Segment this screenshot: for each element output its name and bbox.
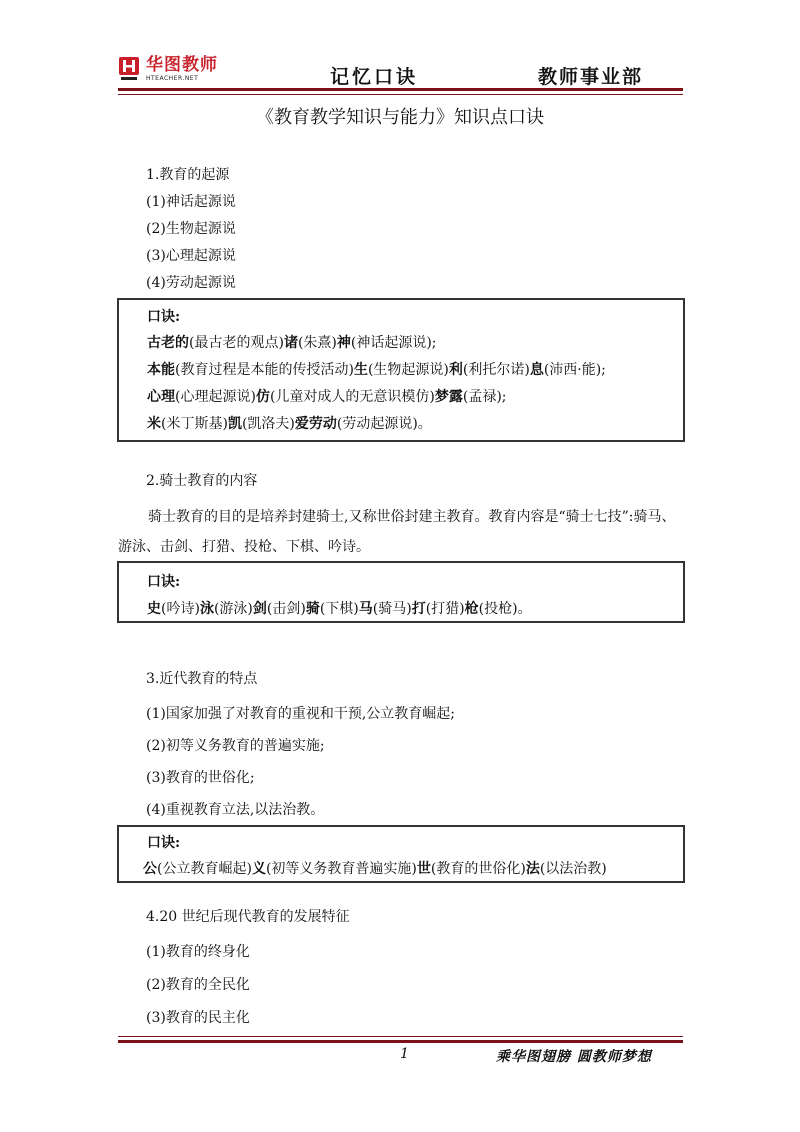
list-item: (2)生物起源说 bbox=[146, 221, 236, 237]
note: (心理起源说) bbox=[175, 389, 256, 405]
keyword: 息 bbox=[529, 362, 544, 378]
section-heading: 1.教育的起源 bbox=[146, 167, 230, 183]
keyword: 枪 bbox=[464, 601, 479, 617]
note: (教育过程是本能的传授活动) bbox=[175, 362, 354, 378]
mnemonic-row bbox=[147, 332, 437, 352]
note: (生物起源说) bbox=[367, 362, 449, 378]
logo-mark-icon bbox=[118, 56, 140, 82]
keyword: 剑 bbox=[252, 601, 267, 617]
keyword: 世 bbox=[416, 861, 431, 877]
note: (教育的世俗化) bbox=[430, 861, 526, 877]
mnemonic-row bbox=[147, 598, 532, 618]
note: (最古老的观点) bbox=[189, 335, 284, 351]
note: (劳动起源说)。 bbox=[336, 416, 432, 432]
note: (公立教育崛起) bbox=[157, 861, 252, 877]
list-item: (1)教育的终身化 bbox=[146, 944, 250, 960]
mnemonic-row bbox=[147, 386, 507, 406]
keyword: 义 bbox=[251, 861, 266, 877]
note: (朱熹) bbox=[297, 335, 337, 351]
page-number: 1 bbox=[400, 1046, 409, 1062]
keyword: 凯 bbox=[227, 416, 242, 432]
list-item: (3)教育的民主化 bbox=[146, 1010, 250, 1026]
section-heading: 3.近代教育的特点 bbox=[146, 671, 258, 687]
note: (凯洛夫) bbox=[241, 416, 295, 432]
keyword: 史 bbox=[147, 601, 161, 617]
footer-rule-thick bbox=[118, 1040, 683, 1043]
note: (沛西·能); bbox=[543, 362, 606, 378]
keyword: 米 bbox=[147, 416, 161, 432]
list-item: (1)神话起源说 bbox=[146, 194, 236, 210]
keyword: 梦露 bbox=[434, 389, 463, 405]
keyword: 古老的 bbox=[147, 335, 189, 351]
keyword: 泳 bbox=[199, 601, 214, 617]
keyword: 法 bbox=[525, 861, 540, 877]
list-item: (3)教育的世俗化; bbox=[146, 770, 255, 786]
note: (儿童对成人的无意识模仿) bbox=[269, 389, 435, 405]
note: (利托尔诺) bbox=[462, 362, 530, 378]
keyword: 打 bbox=[411, 601, 426, 617]
logo-domain: HTEACHER.NET bbox=[146, 74, 199, 82]
note: (骑马) bbox=[372, 601, 412, 617]
note: (神话起源说); bbox=[350, 335, 437, 351]
footer-slogan: 乘华图翅膀 圆教师梦想 bbox=[496, 1049, 652, 1065]
list-item: (2)教育的全民化 bbox=[146, 977, 250, 993]
document-title: 《教育教学知识与能力》知识点口诀 bbox=[256, 107, 544, 128]
keyword: 仿 bbox=[255, 389, 270, 405]
list-item: (2)初等义务教育的普遍实施; bbox=[146, 738, 325, 754]
note: (打猎) bbox=[425, 601, 465, 617]
header-rule-thin bbox=[118, 94, 683, 95]
mnemonic-label: 口诀: bbox=[147, 835, 181, 851]
note: (下棋) bbox=[319, 601, 359, 617]
mnemonic-label: 口诀: bbox=[147, 574, 181, 590]
note: (投枪)。 bbox=[478, 601, 532, 617]
mnemonic-row bbox=[143, 858, 607, 878]
mnemonic-row bbox=[147, 359, 606, 379]
keyword: 利 bbox=[448, 362, 463, 378]
list-item: (4)重视教育立法,以法治教。 bbox=[146, 802, 325, 818]
mnemonic-box bbox=[117, 561, 685, 623]
header-rule-thick bbox=[118, 88, 683, 91]
section-heading: 4.20 世纪后现代教育的发展特征 bbox=[146, 909, 350, 925]
list-item: (4)劳动起源说 bbox=[146, 275, 236, 291]
section-heading: 2.骑士教育的内容 bbox=[146, 473, 258, 489]
logo-name: 华图教师 bbox=[146, 54, 218, 75]
mnemonic-row bbox=[147, 413, 432, 433]
paragraph: 骑士教育的目的是培养封建骑士,又称世俗封建主教育。教育内容是“骑士七技”:骑马、游泳、击剑、打猎、投枪、下棋、吟诗。 bbox=[118, 509, 676, 555]
note: (初等义务教育普遍实施) bbox=[265, 861, 417, 877]
keyword: 生 bbox=[353, 362, 368, 378]
note: (孟禄); bbox=[462, 389, 507, 405]
note: (以法治教) bbox=[539, 861, 607, 877]
keyword: 马 bbox=[358, 601, 373, 617]
mnemonic-label: 口诀: bbox=[147, 309, 181, 325]
mnemonic-box bbox=[117, 825, 685, 883]
header-left-title: 记忆口诀 bbox=[330, 66, 419, 88]
keyword: 神 bbox=[336, 335, 351, 351]
note: (米丁斯基) bbox=[161, 416, 228, 432]
header-right-title: 教师事业部 bbox=[538, 66, 644, 88]
brand-logo bbox=[118, 54, 228, 84]
note: (游泳) bbox=[213, 601, 253, 617]
keyword: 诸 bbox=[283, 335, 298, 351]
note: (吟诗) bbox=[161, 601, 200, 617]
keyword: 公 bbox=[143, 861, 157, 877]
keyword: 心理 bbox=[147, 389, 175, 405]
keyword: 本能 bbox=[147, 362, 175, 378]
footer-rule-thin bbox=[118, 1036, 683, 1037]
mnemonic-box bbox=[117, 298, 685, 442]
keyword: 骑 bbox=[305, 601, 320, 617]
keyword: 爱劳动 bbox=[294, 416, 337, 432]
note: (击剑) bbox=[266, 601, 306, 617]
list-item: (3)心理起源说 bbox=[146, 248, 236, 264]
list-item: (1)国家加强了对教育的重视和干预,公立教育崛起; bbox=[146, 706, 455, 722]
